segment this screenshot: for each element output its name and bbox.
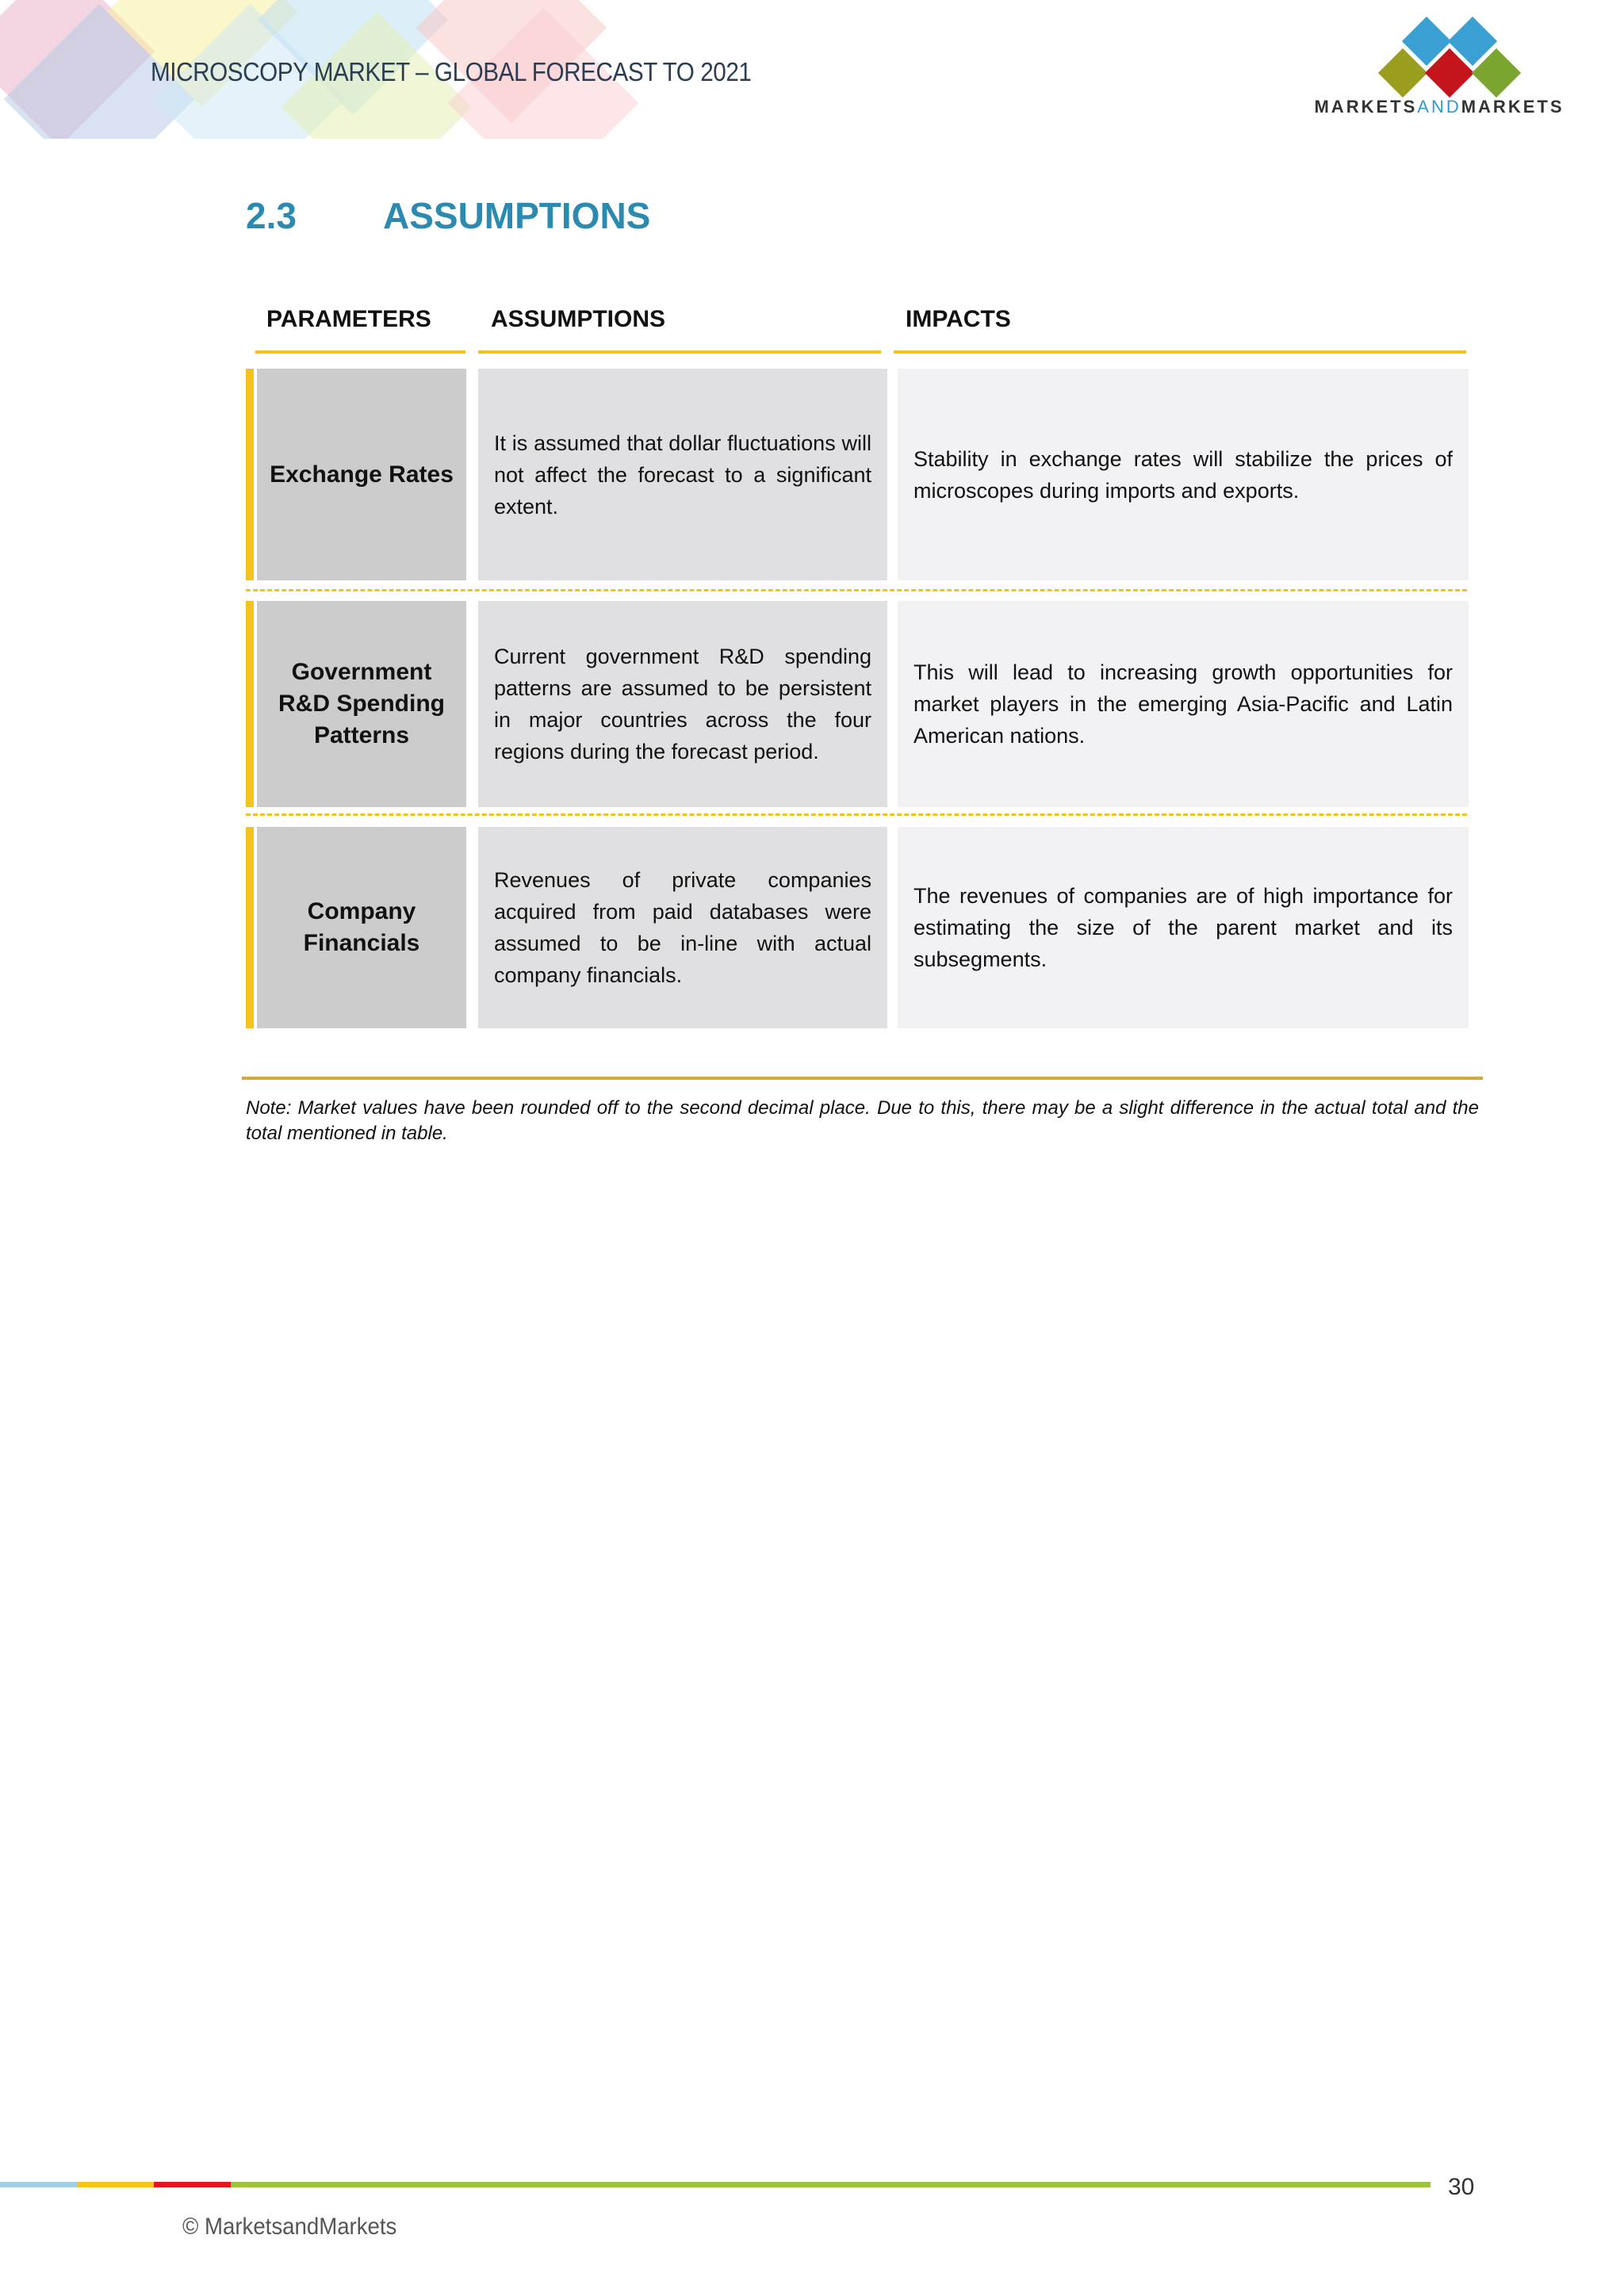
logo-text-and: AND [1417, 97, 1461, 117]
table-note: Note: Market values have been rounded off to the second decimal place. Due to this, there may be a slight difference in the actual total and the total mentioned in table. [246, 1097, 1479, 1144]
assumption-text: It is assumed that dollar fluctuations will not affect the forecast to a significant extent. [494, 430, 871, 519]
column-header-parameters: PARAMETERS [266, 306, 431, 332]
company-logo [1293, 14, 1586, 121]
table-row-impact [898, 601, 1469, 807]
footer-stripe-yellow [77, 2182, 154, 2187]
row-accent-bar [246, 601, 254, 807]
copyright-text: © MarketsandMarkets [182, 2214, 397, 2240]
parameter-text: Exchange Rates [270, 461, 454, 488]
assumption-text: Current government R&D spending patterns are assumed to be persistent in major countries across the four regions during the forecast period. [494, 645, 871, 763]
parameter-text: Company Financials [303, 898, 420, 956]
column-header-impacts: IMPACTS [906, 306, 1011, 332]
row-separator [246, 589, 1467, 591]
table-row-impact [898, 827, 1469, 1028]
impact-text: The revenues of companies are of high importance for estimating the size of the parent market and its subsegments. [914, 884, 1453, 971]
parameter-text: Government R&D Spending Patterns [278, 659, 445, 748]
section-heading [246, 194, 650, 237]
table-row-assumption [478, 827, 887, 1028]
report-title: MICROSCOPY MARKET – GLOBAL FORECAST TO 2021 [151, 57, 752, 86]
table-row-parameter [257, 601, 466, 807]
logo-text-part: MARKETS [1461, 97, 1565, 117]
row-accent-bar [246, 369, 254, 580]
impact-text: Stability in exchange rates will stabilize the prices of microscopes during imports and exports. [914, 446, 1453, 503]
row-separator [246, 813, 1467, 816]
column-underline [894, 350, 1466, 354]
section-number: 2.3 [246, 195, 297, 236]
table-row-parameter [257, 827, 466, 1028]
note-divider [242, 1077, 1483, 1080]
column-underline [478, 350, 881, 354]
table-row-impact [898, 369, 1469, 580]
footer-stripe-red [154, 2182, 231, 2187]
section-title: ASSUMPTIONS [383, 195, 651, 236]
column-underline [255, 350, 465, 354]
table-row-parameter [257, 369, 466, 580]
impact-text: This will lead to increasing growth opportunities for market players in the emerging Asia-Pacific and Latin American nations. [914, 660, 1453, 748]
column-header-assumptions: ASSUMPTIONS [491, 306, 666, 332]
logo-text-part: MARKETS [1314, 97, 1418, 117]
row-accent-bar [246, 827, 254, 1028]
footer-stripe-blue [0, 2182, 77, 2187]
footer-stripe-green [231, 2182, 1431, 2187]
logo-text [1293, 97, 1586, 117]
page-number: 30 [1448, 2174, 1475, 2200]
table-row-assumption [478, 369, 887, 580]
assumption-text: Revenues of private companies acquired from paid databases were assumed to be in-line with actual company financials. [494, 868, 871, 987]
logo-diamonds [1362, 14, 1520, 94]
table-row-assumption [478, 601, 887, 807]
